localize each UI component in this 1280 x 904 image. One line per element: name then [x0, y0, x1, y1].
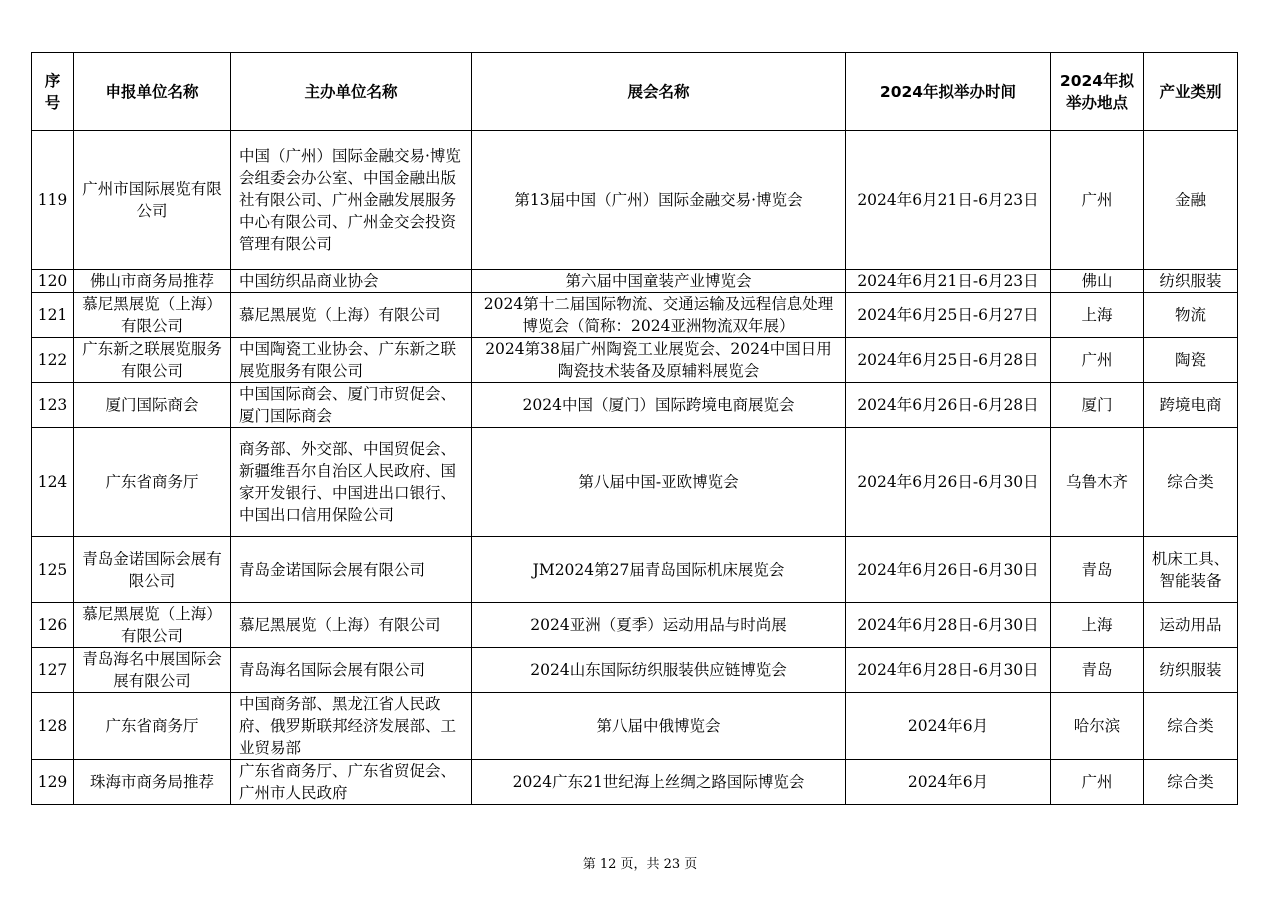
table-row: [32, 270, 1238, 293]
cell-place: 广州: [1051, 760, 1144, 805]
cell-place: 乌鲁木齐: [1051, 428, 1144, 537]
cell-no: 121: [32, 293, 74, 338]
cell-no: 129: [32, 760, 74, 805]
cell-host: 慕尼黑展览（上海）有限公司: [231, 293, 472, 338]
cell-exhibition: 2024中国（厦门）国际跨境电商展览会: [472, 383, 846, 428]
cell-no: 127: [32, 648, 74, 693]
table-row: [32, 338, 1238, 383]
cell-no: 128: [32, 693, 74, 760]
cell-applicant: 青岛海名中展国际会展有限公司: [74, 648, 231, 693]
cell-applicant: 广东新之联展览服务有限公司: [74, 338, 231, 383]
cell-applicant: 青岛金诺国际会展有限公司: [74, 537, 231, 603]
cell-host: 商务部、外交部、中国贸促会、新疆维吾尔自治区人民政府、国家开发银行、中国进出口银行、中国出口信用保险公司: [231, 428, 472, 537]
cell-place: 广州: [1051, 338, 1144, 383]
cell-place: 青岛: [1051, 648, 1144, 693]
table-row: [32, 383, 1238, 428]
cell-industry: 运动用品: [1144, 603, 1238, 648]
cell-applicant: 广州市国际展览有限公司: [74, 131, 231, 270]
cell-applicant: 珠海市商务局推荐: [74, 760, 231, 805]
cell-industry: 纺织服装: [1144, 648, 1238, 693]
header-applicant: 申报单位名称: [74, 53, 231, 131]
page-footer: 第 12 页，共 23 页: [582, 857, 698, 872]
cell-host: 中国商务部、黑龙江省人民政府、俄罗斯联邦经济发展部、工业贸易部: [231, 693, 472, 760]
cell-time: 2024年6月25日-6月28日: [846, 338, 1051, 383]
cell-industry: 金融: [1144, 131, 1238, 270]
cell-applicant: 慕尼黑展览（上海）有限公司: [74, 603, 231, 648]
cell-place: 厦门: [1051, 383, 1144, 428]
cell-time: 2024年6月26日-6月28日: [846, 383, 1051, 428]
cell-exhibition: JM2024第27届青岛国际机床展览会: [472, 537, 846, 603]
cell-host: 中国纺织品商业协会: [231, 270, 472, 293]
cell-industry: 综合类: [1144, 428, 1238, 537]
header-industry: 产业类别: [1144, 53, 1238, 131]
cell-place: 青岛: [1051, 537, 1144, 603]
cell-industry: 机床工具、智能装备: [1144, 537, 1238, 603]
cell-exhibition: 2024亚洲（夏季）运动用品与时尚展: [472, 603, 846, 648]
cell-place: 上海: [1051, 603, 1144, 648]
cell-applicant: 厦门国际商会: [74, 383, 231, 428]
cell-place: 哈尔滨: [1051, 693, 1144, 760]
cell-industry: 物流: [1144, 293, 1238, 338]
cell-applicant: 佛山市商务局推荐: [74, 270, 231, 293]
cell-exhibition: 第13届中国（广州）国际金融交易·博览会: [472, 131, 846, 270]
cell-host: 中国国际商会、厦门市贸促会、厦门国际商会: [231, 383, 472, 428]
cell-no: 119: [32, 131, 74, 270]
cell-no: 125: [32, 537, 74, 603]
header-host: 主办单位名称: [231, 53, 472, 131]
cell-time: 2024年6月28日-6月30日: [846, 648, 1051, 693]
cell-place: 上海: [1051, 293, 1144, 338]
cell-industry: 综合类: [1144, 693, 1238, 760]
cell-host: 青岛海名国际会展有限公司: [231, 648, 472, 693]
cell-applicant: 慕尼黑展览（上海）有限公司: [74, 293, 231, 338]
cell-host: 广东省商务厅、广东省贸促会、广州市人民政府: [231, 760, 472, 805]
header-place: 2024年拟举办地点: [1051, 53, 1144, 131]
cell-time: 2024年6月: [846, 760, 1051, 805]
cell-time: 2024年6月25日-6月27日: [846, 293, 1051, 338]
table-row: [32, 648, 1238, 693]
cell-industry: 陶瓷: [1144, 338, 1238, 383]
cell-exhibition: 2024第十二届国际物流、交通运输及远程信息处理博览会（简称：2024亚洲物流双年展）: [472, 293, 846, 338]
cell-time: 2024年6月26日-6月30日: [846, 428, 1051, 537]
cell-time: 2024年6月21日-6月23日: [846, 131, 1051, 270]
cell-exhibition: 第八届中俄博览会: [472, 693, 846, 760]
table-row: [32, 131, 1238, 270]
cell-time: 2024年6月26日-6月30日: [846, 537, 1051, 603]
cell-host: 青岛金诺国际会展有限公司: [231, 537, 472, 603]
cell-exhibition: 第八届中国-亚欧博览会: [472, 428, 846, 537]
header-exhibition: 展会名称: [472, 53, 846, 131]
table-row: [32, 428, 1238, 537]
header-row: [32, 53, 1238, 131]
cell-exhibition: 2024山东国际纺织服装供应链博览会: [472, 648, 846, 693]
table-body: [32, 131, 1238, 805]
exhibition-schedule-table: [31, 52, 1238, 805]
table-row: [32, 537, 1238, 603]
cell-exhibition: 2024第38届广州陶瓷工业展览会、2024中国日用陶瓷技术装备及原辅料展览会: [472, 338, 846, 383]
cell-industry: 纺织服装: [1144, 270, 1238, 293]
cell-host: 慕尼黑展览（上海）有限公司: [231, 603, 472, 648]
header-no: 序号: [32, 53, 74, 131]
cell-no: 120: [32, 270, 74, 293]
cell-industry: 综合类: [1144, 760, 1238, 805]
cell-applicant: 广东省商务厅: [74, 693, 231, 760]
cell-applicant: 广东省商务厅: [74, 428, 231, 537]
cell-no: 126: [32, 603, 74, 648]
header-time: 2024年拟举办时间: [846, 53, 1051, 131]
table-row: [32, 693, 1238, 760]
cell-exhibition: 2024广东21世纪海上丝绸之路国际博览会: [472, 760, 846, 805]
cell-time: 2024年6月: [846, 693, 1051, 760]
cell-host: 中国陶瓷工业协会、广东新之联展览服务有限公司: [231, 338, 472, 383]
cell-no: 123: [32, 383, 74, 428]
table-row: [32, 760, 1238, 805]
cell-host: 中国（广州）国际金融交易·博览会组委会办公室、中国金融出版社有限公司、广州金融发展服务中心有限公司、广州金交会投资管理有限公司: [231, 131, 472, 270]
cell-exhibition: 第六届中国童装产业博览会: [472, 270, 846, 293]
cell-place: 佛山: [1051, 270, 1144, 293]
cell-no: 122: [32, 338, 74, 383]
cell-place: 广州: [1051, 131, 1144, 270]
cell-time: 2024年6月28日-6月30日: [846, 603, 1051, 648]
cell-time: 2024年6月21日-6月23日: [846, 270, 1051, 293]
table-row: [32, 603, 1238, 648]
table-row: [32, 293, 1238, 338]
cell-industry: 跨境电商: [1144, 383, 1238, 428]
cell-no: 124: [32, 428, 74, 537]
